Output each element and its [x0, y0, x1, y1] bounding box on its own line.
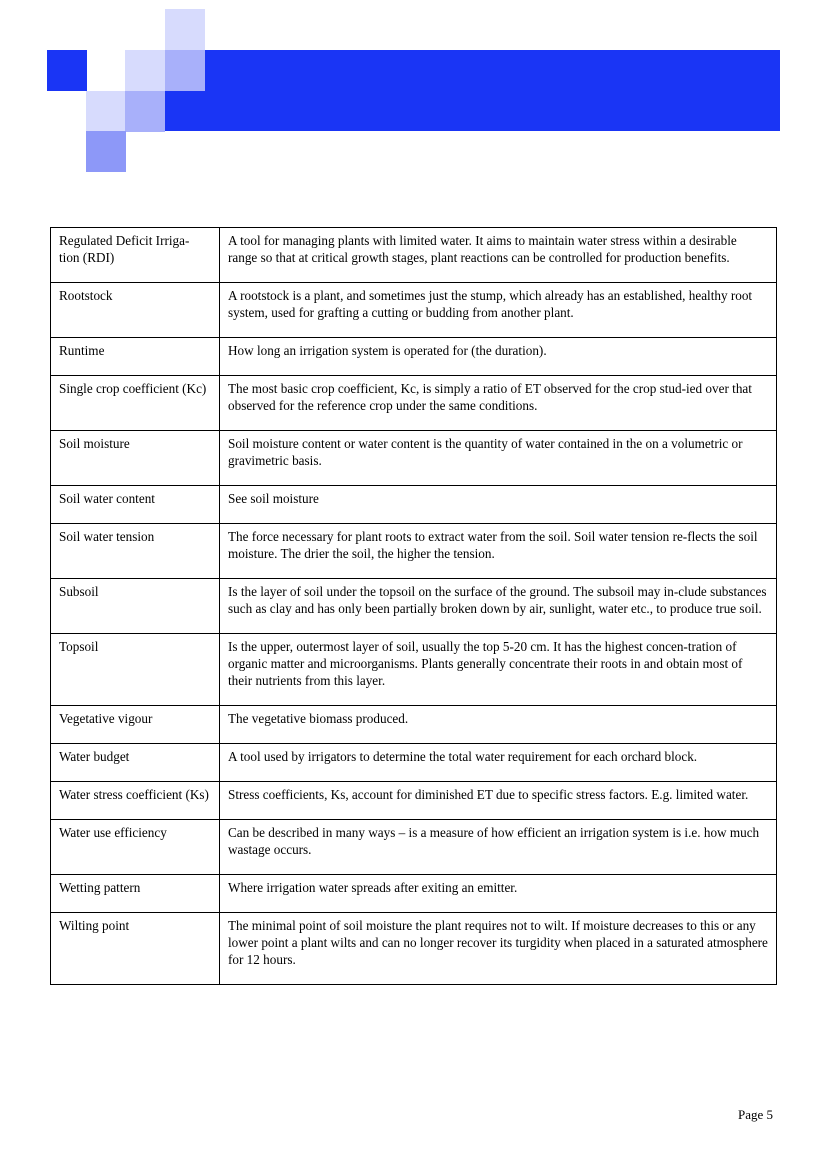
glossary-term: Soil moisture: [51, 431, 220, 486]
glossary-row: [51, 338, 777, 376]
glossary-term: Topsoil: [51, 634, 220, 706]
header-square: [165, 50, 205, 91]
header-square: [47, 50, 87, 91]
glossary-row: [51, 706, 777, 744]
glossary-definition: A tool used by irrigators to determine the total water requirement for each orchard block.: [220, 744, 777, 782]
header-decoration: [0, 0, 827, 180]
glossary-row: [51, 579, 777, 634]
glossary-definition: Is the upper, outermost layer of soil, usually the top 5-20 cm. It has the highest concen-tration of organic matter and microorganisms. Plants generally concentrate their roots in and obtain most of their nutrients from this layer.: [220, 634, 777, 706]
glossary-row: [51, 524, 777, 579]
glossary-term: Water budget: [51, 744, 220, 782]
glossary-term: Soil water content: [51, 486, 220, 524]
glossary-row: [51, 820, 777, 875]
header-square: [125, 50, 165, 91]
header-square: [165, 9, 205, 50]
glossary-row: [51, 634, 777, 706]
glossary-row: [51, 782, 777, 820]
glossary-definition: How long an irrigation system is operated for (the duration).: [220, 338, 777, 376]
glossary-row: [51, 376, 777, 431]
glossary-definition: Where irrigation water spreads after exiting an emitter.: [220, 875, 777, 913]
glossary-definition: Soil moisture content or water content is the quantity of water contained in the on a volumetric or gravimetric basis.: [220, 431, 777, 486]
glossary-definition: See soil moisture: [220, 486, 777, 524]
glossary-term: Rootstock: [51, 283, 220, 338]
glossary-table: [50, 227, 777, 985]
glossary-definition: A rootstock is a plant, and sometimes just the stump, which already has an established, healthy root system, used for grafting a cutting or budding from another plant.: [220, 283, 777, 338]
glossary-row: [51, 913, 777, 985]
glossary-term: Vegetative vigour: [51, 706, 220, 744]
header-banner: [165, 50, 780, 131]
glossary-row: [51, 283, 777, 338]
page-number: Page 5: [737, 1107, 773, 1122]
glossary-term: Wetting pattern: [51, 875, 220, 913]
glossary-definition: A tool for managing plants with limited water. It aims to maintain water stress within a desirable range so that at critical growth stages, plant reactions can be controlled for production benefits.: [220, 228, 777, 283]
header-square: [86, 131, 126, 172]
glossary-term: Regulated Deficit Irriga- tion (RDI): [51, 228, 220, 283]
glossary-row: [51, 744, 777, 782]
glossary-definition: Can be described in many ways – is a measure of how efficient an irrigation system is i.e. how much wastage occurs.: [220, 820, 777, 875]
glossary-definition: Stress coefficients, Ks, account for diminished ET due to specific stress factors. E.g. limited water.: [220, 782, 777, 820]
glossary-term: Runtime: [51, 338, 220, 376]
header-square: [86, 91, 126, 132]
glossary-term: Water stress coefficient (Ks): [51, 782, 220, 820]
glossary-row: [51, 228, 777, 283]
glossary-row: [51, 431, 777, 486]
header-square: [125, 91, 165, 132]
glossary-term: Wilting point: [51, 913, 220, 985]
glossary-row: [51, 875, 777, 913]
glossary-definition: The force necessary for plant roots to extract water from the soil. Soil water tension re-flects the soil moisture. The drier the soil, the higher the tension.: [220, 524, 777, 579]
glossary-definition: The most basic crop coefficient, Kc, is simply a ratio of ET observed for the crop stud-ied over that observed for the reference crop under the same conditions.: [220, 376, 777, 431]
glossary-term: Water use efficiency: [51, 820, 220, 875]
glossary-definition: The minimal point of soil moisture the plant requires not to wilt. If moisture decreases to this or any lower point a plant wilts and can no longer recover its turgidity when placed in a saturated atmosphere for 12 hours.: [220, 913, 777, 985]
glossary-term: Soil water tension: [51, 524, 220, 579]
glossary-definition: The vegetative biomass produced.: [220, 706, 777, 744]
glossary-term: Subsoil: [51, 579, 220, 634]
glossary-definition: Is the layer of soil under the topsoil on the surface of the ground. The subsoil may in-clude substances such as clay and has only been partially broken down by air, sunlight, water etc., to produce true soil.: [220, 579, 777, 634]
glossary-row: [51, 486, 777, 524]
glossary-term: Single crop coefficient (Kc): [51, 376, 220, 431]
